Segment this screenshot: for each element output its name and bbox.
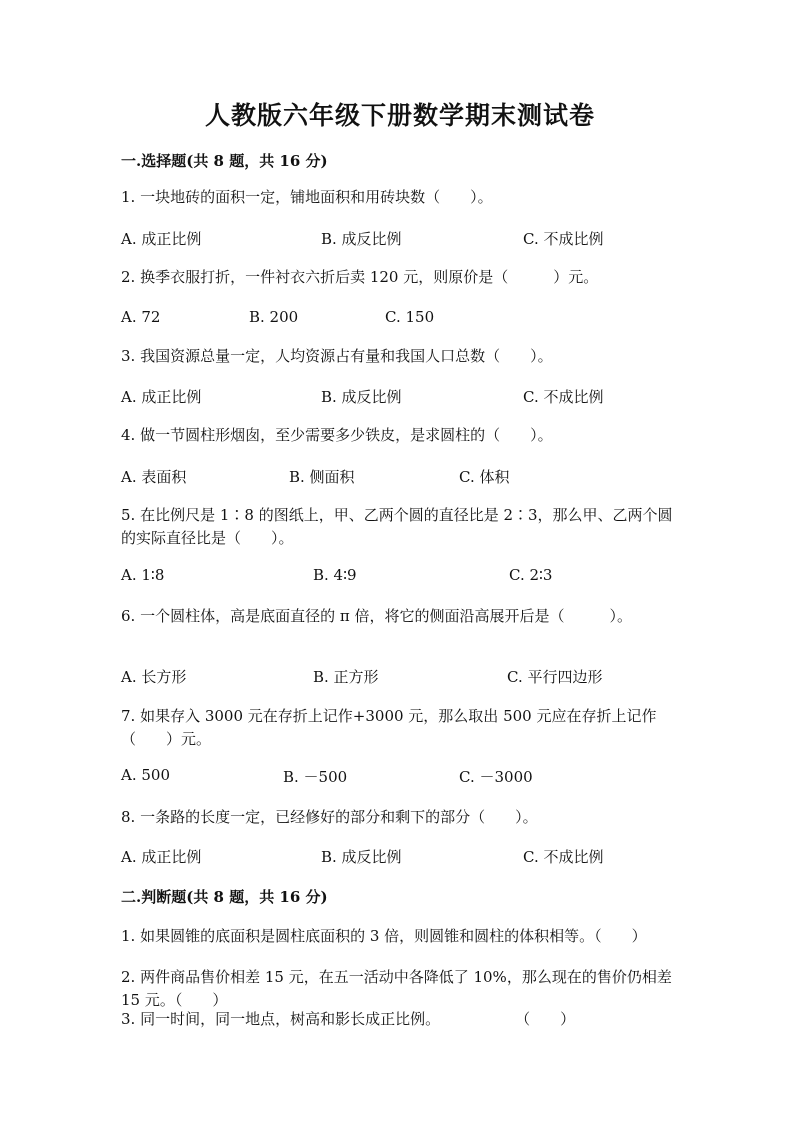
option-b: B. 成反比例 (321, 388, 402, 406)
question-text: 3. 我国资源总量一定，人均资源占有量和我国人口总数（ ）。 (121, 347, 553, 365)
options-row (121, 766, 681, 788)
option-a: A. 表面积 (121, 468, 187, 486)
section-heading-choice: 一.选择题(共 8 题，共 16 分) (121, 152, 328, 170)
option-b: B. 成反比例 (321, 848, 402, 866)
question-text: 1. 如果圆锥的底面积是圆柱底面积的 3 倍，则圆锥和圆柱的体积相等。（ ） (121, 927, 647, 945)
question-text: 7. 如果存入 3000 元在存折上记作+3000 元，那么取出 500 元应在存折上记作（ ）元。 (121, 707, 657, 748)
options-row (121, 466, 681, 488)
option-c: C. 不成比例 (523, 848, 604, 866)
option-b: B. 4∶9 (313, 566, 357, 584)
options-row (121, 228, 681, 250)
question-text: 3. 同一时间，同一地点，树高和影长成正比例。 （ ） (121, 1010, 576, 1028)
options-row (121, 308, 681, 330)
option-c: C. 平行四边形 (507, 668, 603, 686)
option-b: B. 正方形 (313, 668, 379, 686)
section-heading-judgement: 二.判断题(共 8 题，共 16 分) (121, 888, 328, 906)
options-row (121, 386, 681, 408)
question-text: 2. 两件商品售价相差 15 元，在五一活动中各降低了 10%，那么现在的售价仍相差 15 元。（ ） (121, 968, 672, 1009)
options-row (121, 666, 681, 688)
option-c: C. 150 (385, 308, 435, 326)
question-text: 1. 一块地砖的面积一定，铺地面积和用砖块数（ ）。 (121, 188, 493, 206)
option-a: A. 成正比例 (121, 848, 202, 866)
option-c: C. 不成比例 (523, 230, 604, 248)
option-b: B. －500 (283, 768, 348, 786)
option-b: B. 200 (249, 308, 299, 326)
option-a: A. 成正比例 (121, 388, 202, 406)
question-text: 4. 做一节圆柱形烟囱，至少需要多少铁皮，是求圆柱的（ ）。 (121, 426, 553, 444)
question-text: 2. 换季衣服打折，一件衬衣六折后卖 120 元，则原价是（ ）元。 (121, 268, 599, 286)
option-a: A. 500 (121, 766, 170, 784)
option-b: B. 成反比例 (321, 230, 402, 248)
option-a: A. 成正比例 (121, 230, 202, 248)
option-b: B. 侧面积 (289, 468, 355, 486)
option-c: C. 体积 (459, 468, 510, 486)
option-c: C. 不成比例 (523, 388, 604, 406)
question-text: 5. 在比例尺是 1∶8 的图纸上，甲、乙两个圆的直径比是 2∶3，那么甲、乙两个圆的实际直径比是（ ）。 (121, 506, 673, 547)
option-c: C. 2∶3 (509, 566, 553, 584)
option-a: A. 72 (121, 308, 161, 326)
option-a: A. 长方形 (121, 668, 187, 686)
option-c: C. －3000 (459, 768, 533, 786)
question-text: 6. 一个圆柱体，高是底面直径的 π 倍，将它的侧面沿高展开后是（ ）。 (121, 607, 632, 625)
page-title: 人教版六年级下册数学期末测试卷 (204, 101, 595, 130)
options-row (121, 846, 681, 868)
options-row (121, 566, 681, 588)
question-text: 8. 一条路的长度一定，已经修好的部分和剩下的部分（ ）。 (121, 808, 538, 826)
option-a: A. 1∶8 (121, 566, 165, 584)
